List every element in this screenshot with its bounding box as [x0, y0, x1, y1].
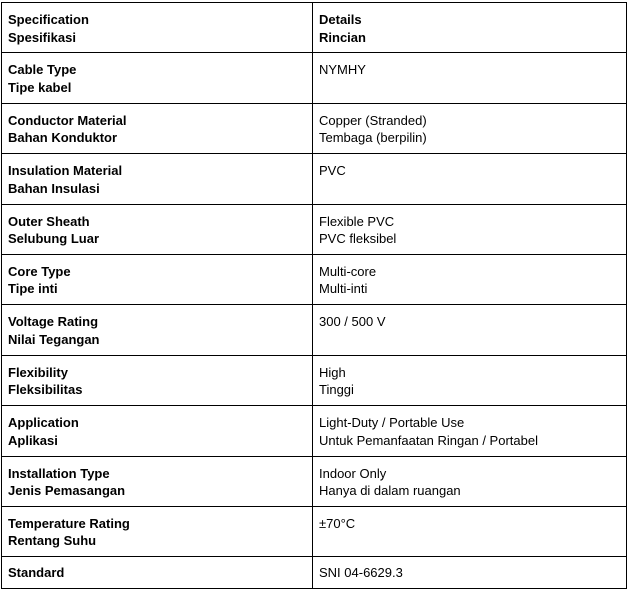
detail-cell [313, 53, 627, 103]
detail-value-en: 300 / 500 V [319, 314, 386, 330]
detail-value-id: Multi-inti [319, 281, 368, 297]
table-row [2, 557, 627, 589]
spec-label-id: Aplikasi [8, 432, 58, 448]
header-specification-id: Spesifikasi [8, 29, 76, 45]
header-details [313, 3, 627, 53]
detail-value-id: Untuk Pemanfaatan Ringan / Portabel [319, 432, 538, 448]
header-specification-en: Specification [8, 12, 89, 27]
spec-label-id: Tipe inti [8, 281, 58, 297]
detail-cell [313, 506, 627, 556]
spec-cell [2, 154, 313, 204]
detail-value-id: Tinggi [319, 382, 354, 398]
detail-value-en: PVC [319, 163, 346, 179]
detail-cell [313, 254, 627, 304]
table-row [2, 53, 627, 103]
spec-cell [2, 254, 313, 304]
detail-value-en: ±70°C [319, 515, 356, 531]
spec-cell [2, 355, 313, 405]
spec-label-id: Rentang Suhu [8, 533, 97, 549]
detail-cell [313, 305, 627, 355]
spec-cell [2, 305, 313, 355]
spec-label-en: Standard [8, 565, 65, 581]
detail-value-en: Multi-core [319, 263, 377, 279]
spec-label-en: Temperature Rating [8, 515, 130, 531]
header-details-en: Details [319, 12, 362, 27]
detail-cell [313, 204, 627, 254]
detail-cell [313, 456, 627, 506]
specification-table [1, 2, 627, 589]
table-row [2, 154, 627, 204]
header-details-id: Rincian [319, 29, 366, 45]
table-row [2, 204, 627, 254]
detail-cell [313, 154, 627, 204]
header-specification [2, 3, 313, 53]
table-row [2, 406, 627, 456]
spec-label-en: Cable Type [8, 62, 77, 78]
table-row [2, 355, 627, 405]
table-row [2, 506, 627, 556]
spec-cell [2, 204, 313, 254]
detail-value-en: NYMHY [319, 62, 366, 78]
table-row [2, 305, 627, 355]
spec-cell [2, 456, 313, 506]
table-row [2, 254, 627, 304]
spec-cell [2, 557, 313, 589]
spec-label-en: Flexibility [8, 364, 68, 380]
spec-label-en: Voltage Rating [8, 314, 99, 330]
detail-value-en: Light-Duty / Portable Use [319, 415, 465, 431]
spec-label-id: Jenis Pemasangan [8, 483, 126, 499]
spec-cell [2, 506, 313, 556]
spec-label-id: Bahan Konduktor [8, 130, 118, 146]
table-header-row [2, 3, 627, 53]
spec-label-id: Bahan Insulasi [8, 180, 100, 196]
spec-label-id: Selubung Luar [8, 231, 99, 247]
spec-label-en: Insulation Material [8, 163, 123, 179]
table-row [2, 103, 627, 153]
detail-value-en: Copper (Stranded) [319, 112, 427, 128]
spec-label-id: Nilai Tegangan [8, 331, 100, 347]
spec-label-en: Conductor Material [8, 112, 127, 128]
spec-label-en: Installation Type [8, 465, 110, 481]
spec-label-en: Application [8, 415, 79, 431]
detail-cell [313, 557, 627, 589]
detail-cell [313, 406, 627, 456]
spec-cell [2, 406, 313, 456]
detail-value-id: Tembaga (berpilin) [319, 130, 427, 146]
table-row [2, 456, 627, 506]
detail-value-en: Flexible PVC [319, 213, 395, 229]
detail-value-id: PVC fleksibel [319, 231, 397, 247]
spec-label-id: Fleksibilitas [8, 382, 83, 398]
detail-cell [313, 103, 627, 153]
detail-value-id: Hanya di dalam ruangan [319, 483, 461, 499]
detail-cell [313, 355, 627, 405]
spec-cell [2, 103, 313, 153]
detail-value-en: Indoor Only [319, 465, 387, 481]
spec-label-id: Tipe kabel [8, 79, 72, 95]
spec-label-en: Core Type [8, 263, 71, 279]
spec-label-en: Outer Sheath [8, 213, 90, 229]
spec-cell [2, 53, 313, 103]
detail-value-en: High [319, 364, 346, 380]
detail-value-en: SNI 04-6629.3 [319, 565, 403, 581]
